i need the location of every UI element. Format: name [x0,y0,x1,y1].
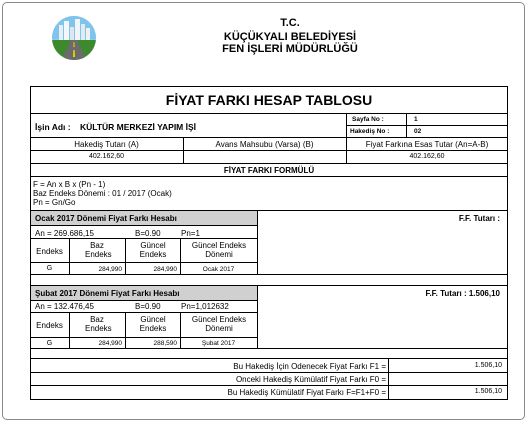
header-tc: T.C. [280,17,300,29]
hakedis-no-value: 02 [414,128,422,135]
formula-heading: FİYAT FARKI FORMÜLÜ [223,166,315,175]
period-2-title: Şubat 2017 Dönemi Fiyat Farkı Hesabı [35,289,180,298]
formula-line-3: Pn = Gn/Go [33,198,76,207]
period-2-an: An = 132.476,45 [35,302,94,311]
period-1-ff-amount: F.F. Tutarı : [458,214,500,223]
period-1-cell-base: 284,990 [98,266,122,273]
formula-line-2: Baz Endeks Dönemi : 01 / 2017 (Ocak) [33,189,172,198]
period-2-pn: Pn=1,012632 [181,302,229,311]
page-no-label: Sayfa No : [352,116,384,123]
job-name-value: KÜLTÜR MERKEZİ YAPIM İŞİ [80,122,197,132]
total-previous-label: Onceki Hakediş Kümülatif Fiyat Farkı F0 = [235,375,386,384]
hakedis-amount-label: Hakediş Tutarı (A) [74,140,139,149]
period-1-header-current: Güncel Endeks [139,241,167,259]
total-current-value: 1.506,10 [474,362,502,369]
table-title: FİYAT FARKI HESAP TABLOSU [165,92,373,108]
period-1-pn: Pn=1 [181,229,200,238]
base-amount-value: 402.162,60 [409,153,445,160]
total-cumulative-value: 1.506,10 [474,388,502,395]
total-current-label: Bu Hakediş İçin Odenecek Fiyat Farkı F1 = [233,362,386,371]
municipality-logo-icon [51,15,97,61]
base-amount-label: Fiyat Farkına Esas Tutar (An=A-B) [365,140,489,149]
period-1-cell-current: 284,990 [153,266,177,273]
period-2-cell-period: Şubat 2017 [201,340,236,347]
period-2-cell-current: 288,590 [153,340,177,347]
period-1-cell-index: G [46,265,53,272]
period-1-title: Ocak 2017 Dönemi Fiyat Farkı Hesabı [35,214,177,223]
period-2-cell-base: 284,990 [98,340,122,347]
period-1-cell-period: Ocak 2017 [202,266,235,273]
period-1-header-base: Baz Endeks [85,241,112,259]
period-2-cell-index: G [46,340,53,347]
header-department: FEN İŞLERİ MÜDÜRLÜĞÜ [222,43,358,55]
period-2-header-index: Endeks [36,321,63,330]
period-2-ff-amount: F.F. Tutarı : 1.506,10 [425,289,500,298]
page-no-value: 1 [414,116,418,123]
period-2-header-current: Güncel Endeks [139,315,167,333]
hakedis-amount-value: 402.162,60 [88,153,125,160]
period-2-header-base: Baz Endeks [85,315,112,333]
advance-deduction-label: Avans Mahsubu (Varsa) (B) [215,140,314,149]
formula-line-1: F = An x B x (Pn - 1) [33,180,106,189]
period-1-header-index: Endeks [36,247,63,256]
period-1-b: B=0.90 [135,229,161,238]
hakedis-no-label: Hakediş No : [350,128,390,135]
total-cumulative-label: Bu Hakediş Kümülatif Fiyat Farkı F=F1+F0 = [227,388,386,397]
period-2-header-period: Güncel Endeks Dönemi [191,315,247,333]
job-name-label: İşin Adı : [35,122,71,132]
period-1-header-period: Güncel Endeks Dönemi [191,241,247,259]
header-municipality: KÜÇÜKYALI BELEDİYESİ [223,31,357,43]
period-1-an: An = 269.686,15 [35,229,94,238]
period-2-b: B=0.90 [135,302,161,311]
